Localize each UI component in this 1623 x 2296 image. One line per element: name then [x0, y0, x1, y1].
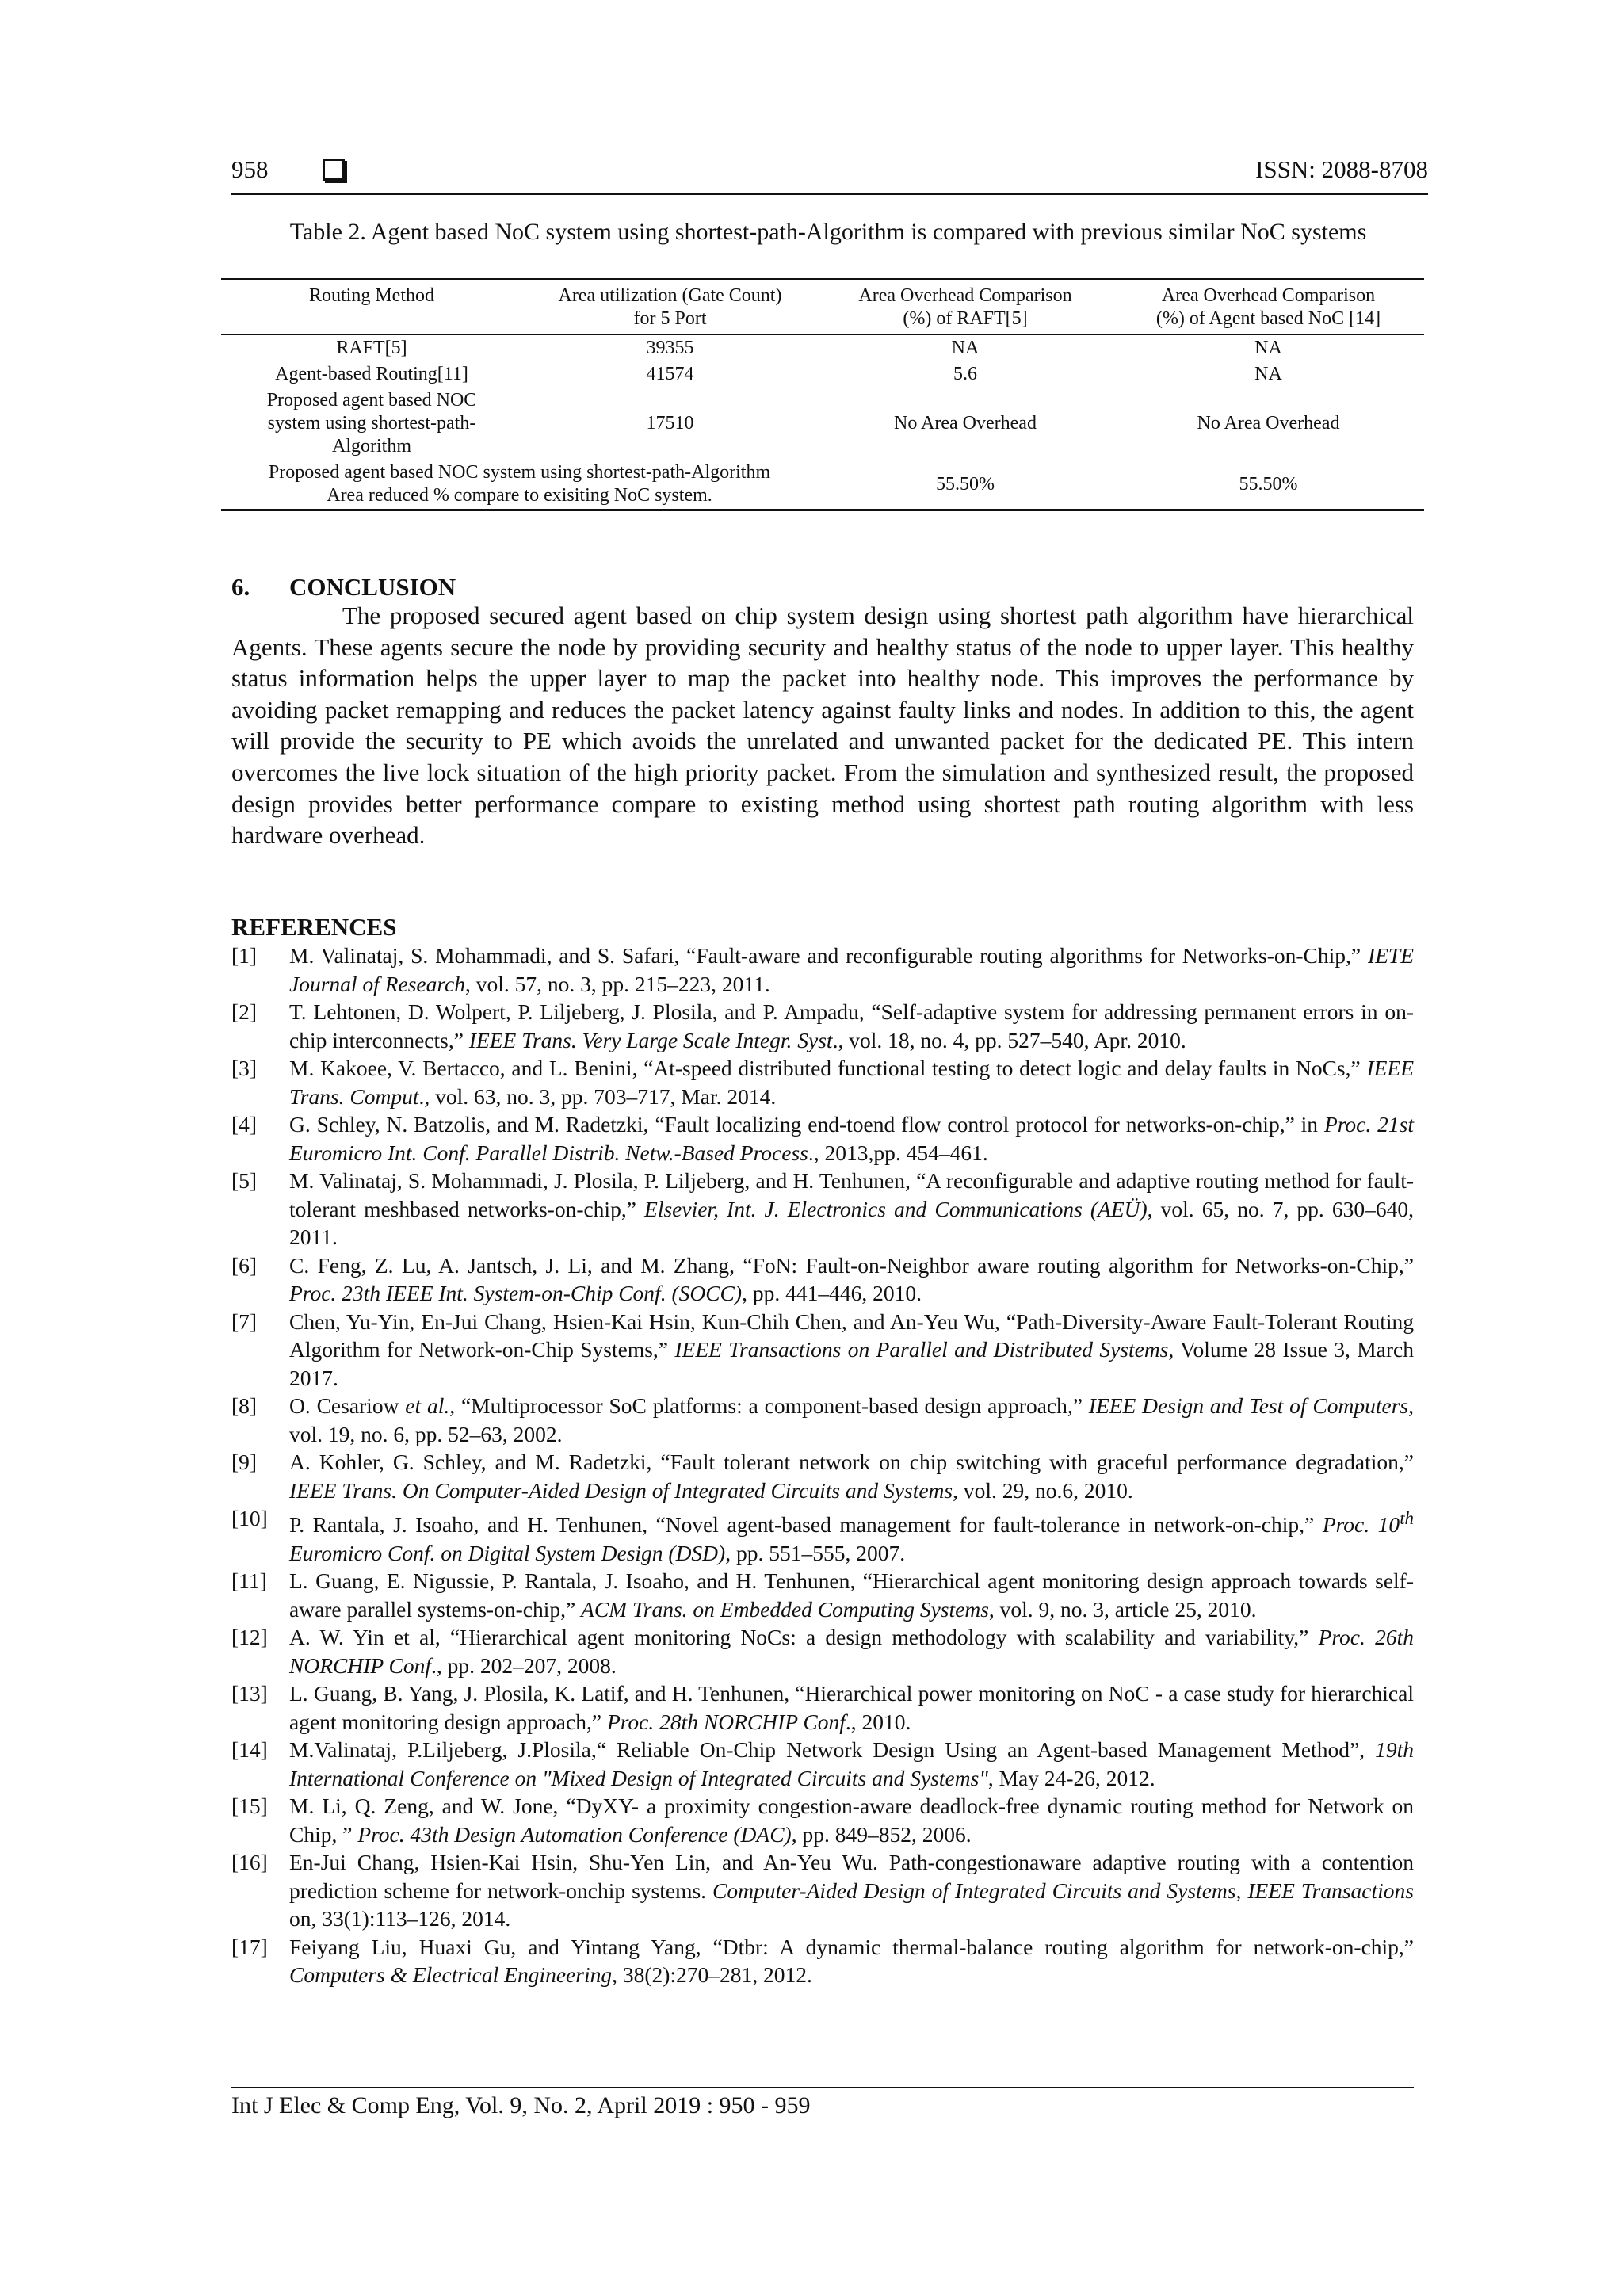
reference-list	[231, 942, 1414, 1989]
section-heading	[231, 573, 456, 602]
conclusion-paragraph: The proposed secured agent based on chip system design using shortest path algorithm have hierarchical Agents. These agents secure the node by providing security and healthy status of the node to upper layer. This healthy status information helps the upper layer to map the packet into healthy node. This improves the performance by avoiding packet remapping and reduces the packet latency against faulty links and nodes. In addition to this, the agent will provide the security to PE which avoids the unrelated and unwanted packet for the dedicated PE. This intern overcomes the live lock situation of the high priority packet. From the simulation and synthesized result, the proposed design provides better performance compare to existing method using shortest path routing algorithm with less hardware overhead.	[231, 602, 1414, 850]
table-caption: Table 2. Agent based NoC system using shortest-path-Algorithm is compared with previous similar NoC systems	[289, 219, 1367, 245]
cell-method: RAFT[5]	[336, 338, 407, 358]
table-row	[221, 334, 1424, 361]
cell-area: 41574	[646, 364, 694, 384]
reference-item: [6] C. Feng, Z. Lu, A. Jantsch, J. Li, and M. Zhang, “FoN: Fault-on-Neighbor aware routing algorithm for Networks-on-Chip,” Proc. 23th IEEE Int. System-on-Chip Conf. (SOCC), pp. 441–446, 2010.	[231, 1252, 1414, 1305]
footer-rule	[231, 2087, 1414, 2088]
square-bullet-icon	[323, 159, 345, 181]
page-footer: Int J Elec & Comp Eng, Vol. 9, No. 2, April 2019 : 950 - 959	[231, 2092, 811, 2118]
reference-item: [8] O. Cesariow et al., “Multiprocessor SoC platforms: a component-based design approach,” IEEE Design and Test of Computers, vol. 19, no. 6, pp. 52–63, 2002.	[231, 1393, 1414, 1446]
reference-item: [3] M. Kakoee, V. Bertacco, and L. Benini, “At-speed distributed functional testing to detect logic and delay faults in NoCs,” IEEE Trans. Comput., vol. 63, no. 3, pp. 703–717, Mar. 2014.	[231, 1056, 1414, 1109]
page-number: 958	[231, 155, 269, 183]
reference-item: [10] P. Rantala, J. Isoaho, and H. Tenhunen, “Novel agent-based management for fault-tolerance in network-on-chip,” Proc. 10th Euromicro Conf. on Digital System Design (DSD), pp. 551–555, 2007.	[231, 1506, 1415, 1565]
reference-item: [15] M. Li, Q. Zeng, and W. Jone, “DyXY- a proximity congestion-aware deadlock-free dynamic routing method for Network on Chip, ” Proc. 43th Design Automation Conference (DAC), pp. 849–852, 2006.	[231, 1794, 1414, 1847]
cell-method: Agent-based Routing[11]	[275, 364, 468, 384]
section-title: CONCLUSION	[289, 573, 456, 601]
reference-item: [5] M. Valinataj, S. Mohammadi, J. Plosila, P. Liljeberg, and H. Tenhunen, “A reconfigurable and adaptive routing method for fault-tolerant meshbased networks-on-chip,” Elsevier, Int. J. Electronics and Communications (AEÜ), vol. 65, no. 7, pp. 630–640, 2011.	[231, 1168, 1415, 1249]
cell-raft: NA	[951, 338, 980, 358]
table-header-row	[221, 279, 1424, 334]
issn: ISSN: 2088-8708	[1255, 155, 1428, 183]
reference-item: [14] M.Valinataj, P.Liljeberg, J.Plosila,“ Reliable On-Chip Network Design Using an Agent-based Management Method”, 19th International Conference on "Mixed Design of Integrated Circuits and Systems", May 24-26, 2012.	[231, 1737, 1414, 1790]
reference-item: [9] A. Kohler, G. Schley, and M. Radetzki, “Fault tolerant network on chip switching with graceful performance degradation,” IEEE Trans. On Computer-Aided Design of Integrated Circuits and Systems, vol. 29, no.6, 2010.	[231, 1450, 1414, 1503]
table-row	[221, 388, 1424, 460]
reference-item: [1] M. Valinataj, S. Mohammadi, and S. Safari, “Fault-aware and reconfigurable routing algorithms for Networks-on-Chip,” IETE Journal of Research, vol. 57, no. 3, pp. 215–223, 2011.	[231, 943, 1414, 996]
cell-raft: 55.50%	[936, 473, 995, 495]
comparison-table	[221, 278, 1424, 511]
reference-item: [11] L. Guang, E. Nigussie, P. Rantala, J. Isoaho, and H. Tenhunen, “Hierarchical agent monitoring design approach towards self-aware parallel systems-on-chip,” ACM Trans. on Embedded Computing Systems, vol. 9, no. 3, article 25, 2010.	[231, 1568, 1414, 1622]
header-rule	[231, 193, 1428, 195]
table-row	[221, 361, 1424, 388]
cell-area: 39355	[646, 338, 694, 358]
header-routing-method: Routing Method	[308, 285, 434, 306]
cell-agent: No Area Overhead	[1197, 413, 1340, 434]
reference-item: [12] A. W. Yin et al, “Hierarchical agent monitoring NoCs: a design methodology with scalability and variability,” Proc. 26th NORCHIP Conf., pp. 202–207, 2008.	[231, 1625, 1414, 1678]
table-summary-row	[221, 460, 1424, 510]
cell-raft: No Area Overhead	[894, 413, 1037, 434]
cell-agent: 55.50%	[1239, 473, 1298, 495]
reference-item: [17] Feiyang Liu, Huaxi Gu, and Yintang Yang, “Dtbr: A dynamic thermal-balance routing algorithm for network-on-chip,” Computers & Electrical Engineering, 38(2):270–281, 2012.	[231, 1934, 1414, 1988]
cell-summary-label: Proposed agent based NOC system using shortest-path-Algorithm Area reduced % compare to exisiting NoC system.	[268, 462, 771, 506]
header-overhead-agent: Area Overhead Comparison (%) of Agent based NoC [14]	[1155, 285, 1381, 329]
cell-raft: 5.6	[953, 364, 977, 384]
reference-item: [7] Chen, Yu-Yin, En-Jui Chang, Hsien-Kai Hsin, Kun-Chih Chen, and An-Yeu Wu, “Path-Diversity-Aware Fault-Tolerant Routing Algorithm for Network-on-Chip Systems,” IEEE Transactions on Parallel and Distributed Systems, Volume 28 Issue 3, March 2017.	[231, 1308, 1415, 1390]
reference-item: [4] G. Schley, N. Batzolis, and M. Radetzki, “Fault localizing end-toend flow control protocol for networks-on-chip,” in Proc. 21st Euromicro Int. Conf. Parallel Distrib. Netw.-Based Process., 2013,pp. 454–461.	[231, 1112, 1415, 1165]
cell-area: 17510	[646, 413, 694, 434]
section-number: 6.	[231, 573, 250, 601]
references-heading: REFERENCES	[231, 913, 397, 941]
reference-item: [16] En-Jui Chang, Hsien-Kai Hsin, Shu-Yen Lin, and An-Yeu Wu. Path-congestionaware adaptive routing with a contention prediction scheme for network-onchip systems. Computer-Aided Design of Integrated Circuits and Systems, IEEE Transactions on, 33(1):113–126, 2014.	[231, 1850, 1414, 1931]
cell-agent: NA	[1254, 338, 1282, 358]
page-header	[231, 155, 1428, 190]
reference-item: [2] T. Lehtonen, D. Wolpert, P. Liljeberg, J. Plosila, and P. Ampadu, “Self-adaptive system for addressing permanent errors in on-chip interconnects,” IEEE Trans. Very Large Scale Integr. Syst., vol. 18, no. 4, pp. 527–540, Apr. 2010.	[231, 999, 1414, 1052]
cell-method: Proposed agent based NOC system using shortest-path- Algorithm	[266, 390, 477, 457]
cell-agent: NA	[1254, 364, 1282, 384]
reference-item: [13] L. Guang, B. Yang, J. Plosila, K. Latif, and H. Tenhunen, “Hierarchical power monitoring on NoC - a case study for hierarchical agent monitoring design approach,” Proc. 28th NORCHIP Conf., 2010.	[231, 1681, 1414, 1734]
header-area-utilization: Area utilization (Gate Count) for 5 Port	[558, 285, 782, 329]
header-overhead-raft: Area Overhead Comparison (%) of RAFT[5]	[858, 285, 1072, 329]
